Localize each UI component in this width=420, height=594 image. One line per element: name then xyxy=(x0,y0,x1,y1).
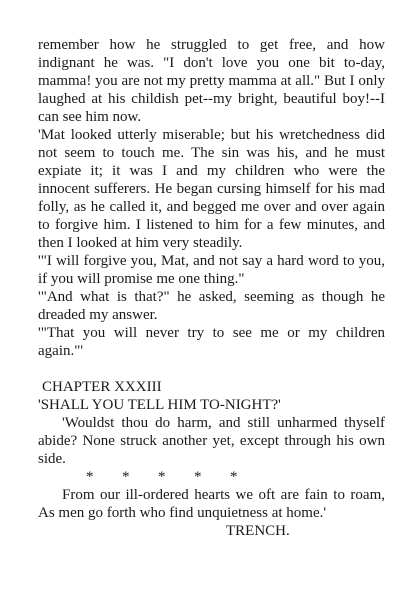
epigraph-attribution: TRENCH. xyxy=(226,523,290,539)
separator-star: * xyxy=(86,469,94,485)
section-separator xyxy=(38,468,385,486)
spacer xyxy=(38,360,385,378)
separator-star: * xyxy=(158,469,166,485)
paragraph: '"And what is that?" he asked, seeming as though he dreaded my answer. xyxy=(38,289,385,323)
paragraph: '"I will forgive you, Mat, and not say a hard word to you, if you will promise me one thing." xyxy=(38,253,385,287)
chapter-subtitle: 'SHALL YOU TELL HIM TO-NIGHT?' xyxy=(38,397,281,413)
paragraph: 'Mat looked utterly miserable; but his wretchedness did not seem to touch me. The sin was his, and he must expiate it; it was I and my children who were the innocent sufferers. He began cursing himself for his mad folly, as he called it, and begged me over and over again to forgive him. I listened to him for a few minutes, and then I looked at him very steadily. xyxy=(38,127,385,251)
paragraph: remember how he struggled to get free, and how indignant he was. "I don't love you one bit to-day, mamma! you are not my pretty mamma at all." But I only laughed at his childish pet--my bright, beautiful boy!--I can see him now. xyxy=(38,37,385,125)
separator-star: * xyxy=(194,469,202,485)
page-content xyxy=(38,36,385,540)
chapter-heading: CHAPTER XXXIII xyxy=(42,379,162,395)
separator-star: * xyxy=(230,469,238,485)
epigraph-verse: 'Wouldst thou do harm, and still unharmed thyself abide? None struck another yet, except through his own side. xyxy=(38,415,385,467)
epigraph-verse: From our ill-ordered hearts we oft are fain to roam, As men go forth who find unquietness at home.' xyxy=(38,487,385,521)
separator-star: * xyxy=(122,469,130,485)
paragraph: '"That you will never try to see me or my children again."' xyxy=(38,325,385,359)
